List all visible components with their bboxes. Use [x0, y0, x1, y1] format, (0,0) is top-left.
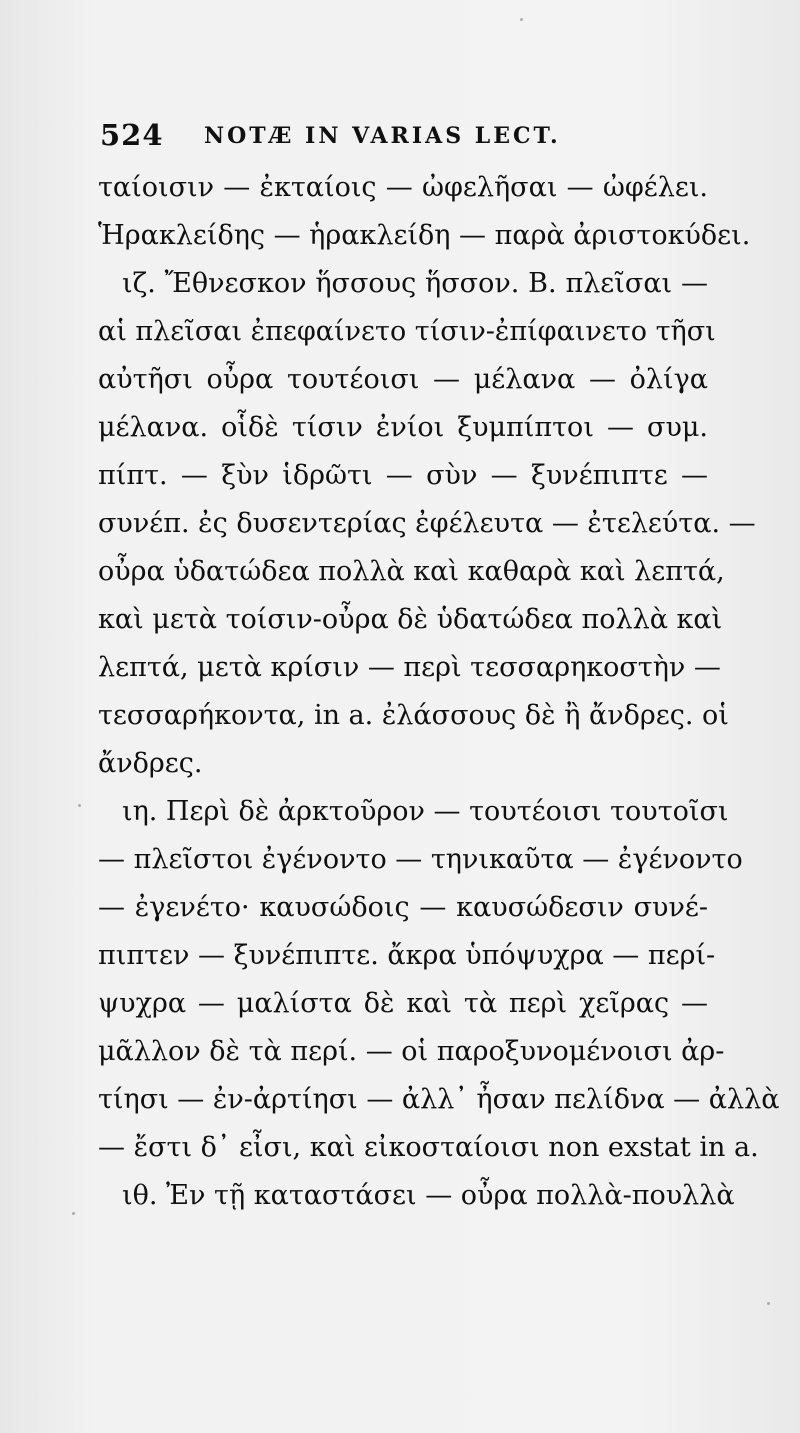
text-line: τίησι — ἐν-ἀρτίησι — ἀλλ᾽ ἦσαν πελίδνα — ἀλλὰ	[98, 1084, 780, 1115]
text-line: ιη. Περὶ δὲ ἀρκτοῦρον — τουτέοισι τουτοῖσι	[122, 796, 729, 827]
text-line: πιπτεν — ξυνέπιπτε. ἄκρα ὑπόψυχρα — περί-	[98, 940, 716, 971]
text-line: Ἡρακλείδης — ἡρακλείδη — παρὰ ἀριστοκύδει.	[98, 220, 751, 251]
text-line: μᾶλλον δὲ τὰ περί. — οἱ παροξυνομένοισι ἀρ-	[98, 1036, 725, 1067]
text-line: καὶ μετὰ τοίσιν-οὖρα δὲ ὑδατώδεα πολλὰ καὶ	[98, 604, 723, 635]
text-line: πίπτ. — ξὺν ἱδρῶτι — σὺν — ξυνέπιπτε —	[98, 460, 708, 491]
text-line: — πλεῖστοι ἐγένοντο — τηνικαῦτα — ἐγένοντο	[98, 844, 743, 875]
text-line: ιζ. Ἔθνεσκον ἥσσους ἥσσον. B. πλεῖσαι —	[122, 268, 708, 299]
text-line: ψυχρα — μαλίστα δὲ καὶ τὰ περὶ χεῖρας —	[98, 988, 708, 1019]
text-line: — ἔστι δ᾽ εἶσι, καὶ εἰκοσταίοισι non exstat in a.	[98, 1132, 759, 1163]
notes-text	[98, 164, 780, 1224]
paper-speck	[72, 1212, 75, 1215]
paper-speck	[520, 18, 523, 21]
text-line: τεσσαρήκοντα, in a. ἐλάσσους δὲ ἢ ἄνδρες. οἱ	[98, 700, 729, 731]
text-line: συνέπ. ἐς δυσεντερίας ἐφέλευτα — ἐτελεύτα. —	[98, 508, 756, 539]
running-head	[100, 118, 720, 158]
text-line: οὖρα ὑδατώδεα πολλὰ καὶ καθαρὰ καὶ λεπτά,	[98, 556, 725, 587]
paper-speck	[78, 804, 81, 807]
text-line: ταίοισιν — ἐκταίοις — ὠφελῆσαι — ὠφέλει.	[98, 172, 708, 203]
text-line: μέλανα. οἷδὲ τίσιν ἐνίοι ξυμπίπτοι — συμ.	[98, 412, 708, 443]
text-line: αὐτῆσι οὖρα τουτέοισι — μέλανα — ὀλίγα	[98, 364, 708, 395]
text-line: λεπτά, μετὰ κρίσιν — περὶ τεσσαρηκοστὴν —	[98, 652, 721, 683]
text-line: ιθ. Ἐν τῇ καταστάσει — οὖρα πολλὰ-πουλλὰ	[122, 1180, 735, 1211]
text-line: ἄνδρες.	[98, 748, 203, 779]
text-line: αἱ πλεῖσαι ἐπεφαίνετο τίσιν-ἐπίφαινετο τῆσι	[98, 316, 716, 347]
paper-speck	[767, 1302, 770, 1305]
page-number: 524	[100, 118, 164, 152]
running-title: NOTÆ IN VARIAS LECT.	[204, 123, 561, 149]
text-line: — ἐγενέτο· καυσώδοις — καυσώδεσιν συνέ-	[98, 892, 708, 923]
